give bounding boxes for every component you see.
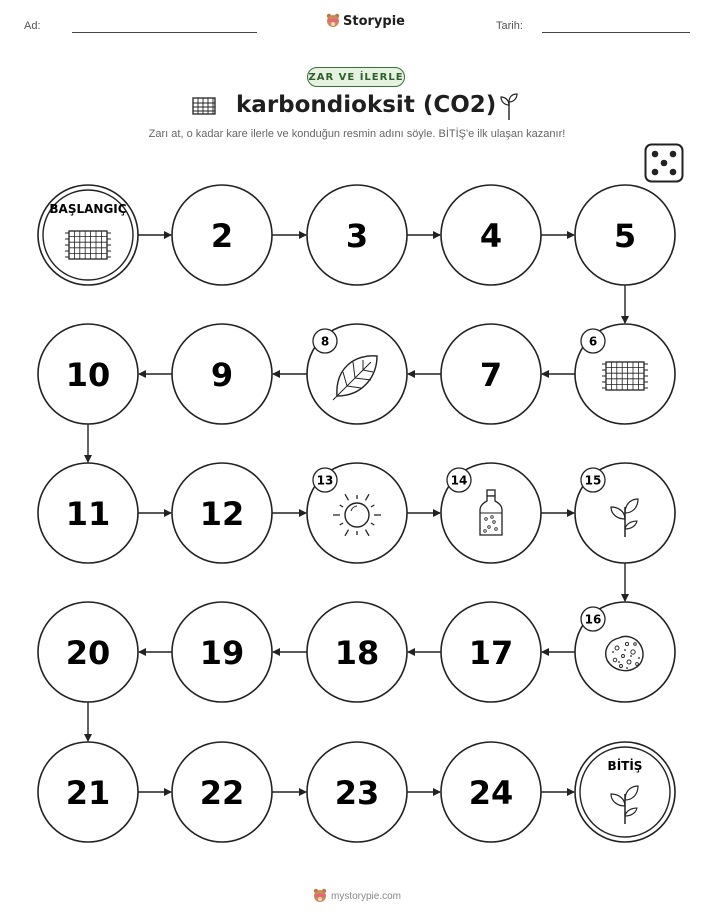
finish-square xyxy=(575,742,675,842)
date-label: Tarih: xyxy=(496,20,523,32)
game-tag: ZAR VE İLERLE xyxy=(307,67,405,87)
square-number: 7 xyxy=(479,356,503,394)
square-3 xyxy=(307,185,407,285)
square-number: 15 xyxy=(584,473,602,488)
square-number: 11 xyxy=(65,495,111,533)
bear-icon xyxy=(313,888,327,904)
square-7 xyxy=(441,324,541,424)
rock-icon xyxy=(606,636,643,670)
square-number: 6 xyxy=(588,334,598,349)
square-number: 22 xyxy=(199,774,245,812)
square-17 xyxy=(441,602,541,702)
square-label: BAŞLANGIÇ xyxy=(49,202,127,216)
square-number: 8 xyxy=(320,334,330,349)
square-number: 16 xyxy=(584,612,602,627)
square-18 xyxy=(307,602,407,702)
square-8 xyxy=(307,324,407,424)
page-title: karbondioksit (CO2) xyxy=(236,92,497,118)
square-number: 4 xyxy=(479,217,503,255)
square-11 xyxy=(38,463,138,563)
square-number: 12 xyxy=(199,495,245,533)
square-20 xyxy=(38,602,138,702)
square-10 xyxy=(38,324,138,424)
square-label: BİTİŞ xyxy=(607,759,643,773)
square-number: 2 xyxy=(210,217,234,255)
square-5 xyxy=(575,185,675,285)
square-number: 9 xyxy=(210,356,234,394)
square-15 xyxy=(575,463,675,563)
square-number: 13 xyxy=(316,473,334,488)
square-16 xyxy=(575,602,675,702)
square-22 xyxy=(172,742,272,842)
square-2 xyxy=(172,185,272,285)
square-number: 24 xyxy=(468,774,514,812)
start-square xyxy=(38,185,138,285)
brand-name: Storypie xyxy=(343,13,405,29)
square-number: 3 xyxy=(345,217,369,255)
square-9 xyxy=(172,324,272,424)
square-13 xyxy=(307,463,407,563)
square-number: 17 xyxy=(468,634,514,672)
square-12 xyxy=(172,463,272,563)
square-number: 23 xyxy=(334,774,380,812)
square-23 xyxy=(307,742,407,842)
square-number: 5 xyxy=(613,217,637,255)
square-number: 20 xyxy=(65,634,111,672)
square-19 xyxy=(172,602,272,702)
square-4 xyxy=(441,185,541,285)
square-number: 19 xyxy=(199,634,245,672)
instructions: Zarı at, o kadar kare ilerle ve konduğun resmin adını söyle. BİTİŞ'e ilk ulaşan kazanır! xyxy=(148,128,566,140)
square-number: 18 xyxy=(334,634,380,672)
square-21 xyxy=(38,742,138,842)
footer xyxy=(0,888,714,904)
square-24 xyxy=(441,742,541,842)
footer-url: mystorypie.com xyxy=(330,890,401,902)
square-6 xyxy=(575,324,675,424)
square-number: 14 xyxy=(450,473,468,488)
square-number: 21 xyxy=(65,774,111,812)
square-number: 10 xyxy=(65,356,111,394)
name-label: Ad: xyxy=(24,20,41,32)
square-14 xyxy=(441,463,541,563)
